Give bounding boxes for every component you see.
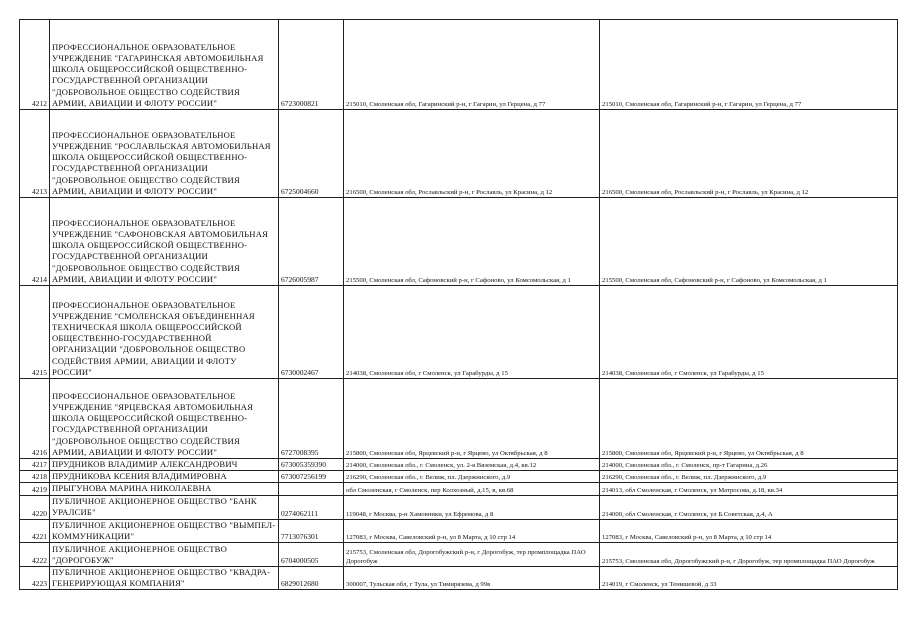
legal-address-cell: 127083, г Москва, Савеловский р-н, ул 8 Марта, д 10 стр 14 <box>344 519 600 542</box>
table-row <box>20 471 898 483</box>
organization-name-cell: ПУБЛИЧНОЕ АКЦИОНЕРНОЕ ОБЩЕСТВО "КВАДРА-ГЕНЕРИРУЮЩАЯ КОМПАНИЯ" <box>50 567 279 590</box>
legal-address-cell: 215010, Смоленская обл, Гагаринский р-н, г Гагарин, ул Герцена, д 77 <box>344 20 600 110</box>
legal-address-cell: 215753, Смоленская обл, Дорогобужский р-н, г Дорогобуж, тер промплощадка ПАО Дорогобуж <box>344 543 600 567</box>
inn-cell <box>279 483 344 495</box>
row-number-cell: 4216 <box>20 379 50 459</box>
legal-address-cell: 214000, Смоленская обл., г. Смоленск, ул. 2-я Вяземская, д.4, кв.12 <box>344 459 600 471</box>
inn-cell: 6723000821 <box>279 20 344 110</box>
table-row <box>20 567 898 590</box>
organization-name-cell: ПРУДНИКОВ ВЛАДИМИР АЛЕКСАНДРОВИЧ <box>50 459 279 471</box>
row-number-cell: 4213 <box>20 110 50 198</box>
legal-address-cell: обл Смоленская, г Смоленск, пер Колхозный, д.15, в, кв.68 <box>344 483 600 495</box>
actual-address-cell: 214019, г Смоленск, ул Тенишевой, д 33 <box>600 567 898 590</box>
actual-address-cell: 215500, Смоленская обл, Сафоновский р-н, г Сафоново, ул Комсомольская, д 1 <box>600 198 898 286</box>
organization-name-cell: ПРЫГУНОВА МАРИНА НИКОЛАЕВНА <box>50 483 279 495</box>
actual-address-cell: 216290, Смоленская обл., г. Велиж, пл. Дзержинского, д.9 <box>600 471 898 483</box>
row-number-cell: 4215 <box>20 286 50 379</box>
actual-address-cell: 215010, Смоленская обл, Гагаринский р-н, г Гагарин, ул Герцена, д 77 <box>600 20 898 110</box>
organization-name-cell: ПУБЛИЧНОЕ АКЦИОНЕРНОЕ ОБЩЕСТВО "БАНК УРАЛСИБ" <box>50 495 279 519</box>
table-row <box>20 198 898 286</box>
organization-name-cell: ПРОФЕССИОНАЛЬНОЕ ОБРАЗОВАТЕЛЬНОЕ УЧРЕЖДЕНИЕ "САФОНОВСКАЯ АВТОМОБИЛЬНАЯ ШКОЛА ОБЩЕРОССИЙСКОЙ ОБЩЕСТВЕННО-ГОСУДАРСТВЕННОЙ ОРГАНИЗАЦИИ "ДОБРОВОЛЬНОЕ ОБЩЕСТВО СОДЕЙСТВИЯ АРМИИ, АВИАЦИИ И ФЛОТУ РОССИИ" <box>50 198 279 286</box>
row-number-cell: 4221 <box>20 519 50 542</box>
table-row <box>20 379 898 459</box>
records-table-body <box>20 20 898 590</box>
organization-name-cell: ПРУДНИКОВА КСЕНИЯ ВЛАДИМИРОВНА <box>50 471 279 483</box>
legal-address-cell: 215800, Смоленская обл, Ярцевский р-н, г Ярцево, ул Октябрьская, д 8 <box>344 379 600 459</box>
row-number-cell: 4214 <box>20 198 50 286</box>
legal-address-cell: 215500, Смоленская обл, Сафоновский р-н, г Сафоново, ул Комсомольская, д 1 <box>344 198 600 286</box>
actual-address-cell: 214013, обл Смоленская, г Смоленск, ул Матросова, д.18, кв.34 <box>600 483 898 495</box>
actual-address-cell: 127083, г Москва, Савеловский р-н, ул 8 Марта, д 10 стр 14 <box>600 519 898 542</box>
inn-cell: 7713076301 <box>279 519 344 542</box>
organization-name-cell: ПУБЛИЧНОЕ АКЦИОНЕРНОЕ ОБЩЕСТВО "ДОРОГОБУЖ" <box>50 543 279 567</box>
actual-address-cell: 216500, Смоленская обл, Рославльский р-н, г Рославль, ул Красина, д 12 <box>600 110 898 198</box>
legal-address-cell: 300007, Тульская обл, г Тула, ул Тимирязева, д 99в <box>344 567 600 590</box>
actual-address-cell: 215800, Смоленская обл, Ярцевский р-н, г Ярцево, ул Октябрьская, д 8 <box>600 379 898 459</box>
row-number-cell: 4223 <box>20 567 50 590</box>
table-row <box>20 483 898 495</box>
row-number-cell: 4218 <box>20 471 50 483</box>
inn-cell: 0274062111 <box>279 495 344 519</box>
inn-cell: 6829012680 <box>279 567 344 590</box>
inn-cell: 673007256199 <box>279 471 344 483</box>
inn-cell: 6704000505 <box>279 543 344 567</box>
legal-address-cell: 214038, Смоленская обл, г Смоленск, ул Гарабурды, д 15 <box>344 286 600 379</box>
inn-cell: 673005359390 <box>279 459 344 471</box>
inn-cell: 6725004660 <box>279 110 344 198</box>
inn-cell: 6727008395 <box>279 379 344 459</box>
table-row <box>20 20 898 110</box>
table-row <box>20 519 898 542</box>
records-table <box>19 19 898 590</box>
legal-address-cell: 216500, Смоленская обл, Рославльский р-н, г Рославль, ул Красина, д 12 <box>344 110 600 198</box>
inn-cell: 6730002467 <box>279 286 344 379</box>
organization-name-cell: ПРОФЕССИОНАЛЬНОЕ ОБРАЗОВАТЕЛЬНОЕ УЧРЕЖДЕНИЕ "ЯРЦЕВСКАЯ АВТОМОБИЛЬНАЯ ШКОЛА ОБЩЕРОССИЙСКОЙ ОБЩЕСТВЕННО-ГОСУДАРСТВЕННОЙ ОРГАНИЗАЦИИ "ДОБРОВОЛЬНОЕ ОБЩЕСТВО СОДЕЙСТВИЯ АРМИИ, АВИАЦИИ И ФЛОТУ РОССИИ" <box>50 379 279 459</box>
legal-address-cell: 119048, г Москва, р-н Хамовники, ул Ефремова, д 8 <box>344 495 600 519</box>
organization-name-cell: ПРОФЕССИОНАЛЬНОЕ ОБРАЗОВАТЕЛЬНОЕ УЧРЕЖДЕНИЕ "СМОЛЕНСКАЯ ОБЪЕДИНЕННАЯ ТЕХНИЧЕСКАЯ ШКОЛА ОБЩЕРОССИЙСКОЙ ОБЩЕСТВЕННО-ГОСУДАРСТВЕННОЙ ОРГАНИЗАЦИИ "ДОБРОВОЛЬНОЕ ОБЩЕСТВО СОДЕЙСТВИЯ АРМИИ, АВИАЦИИ И ФЛОТУ РОССИИ" <box>50 286 279 379</box>
inn-cell: 6726005987 <box>279 198 344 286</box>
table-row <box>20 495 898 519</box>
organization-name-cell: ПУБЛИЧНОЕ АКЦИОНЕРНОЕ ОБЩЕСТВО "ВЫМПЕЛ-КОММУНИКАЦИИ" <box>50 519 279 542</box>
legal-address-cell: 216290, Смоленская обл., г. Велиж, пл. Дзержинского, д.9 <box>344 471 600 483</box>
row-number-cell: 4220 <box>20 495 50 519</box>
table-row <box>20 110 898 198</box>
table-row <box>20 543 898 567</box>
actual-address-cell: 214000, обл Смоленская, г Смоленск, ул Б.Советская, д.4, А <box>600 495 898 519</box>
table-row <box>20 459 898 471</box>
row-number-cell: 4212 <box>20 20 50 110</box>
organization-name-cell: ПРОФЕССИОНАЛЬНОЕ ОБРАЗОВАТЕЛЬНОЕ УЧРЕЖДЕНИЕ "ГАГАРИНСКАЯ АВТОМОБИЛЬНАЯ ШКОЛА ОБЩЕРОССИЙСКОЙ ОБЩЕСТВЕННО-ГОСУДАРСТВЕННОЙ ОРГАНИЗАЦИИ "ДОБРОВОЛЬНОЕ ОБЩЕСТВО СОДЕЙСТВИЯ АРМИИ, АВИАЦИИ И ФЛОТУ РОССИИ" <box>50 20 279 110</box>
row-number-cell: 4219 <box>20 483 50 495</box>
actual-address-cell: 215753, Смоленская обл, Дорогобужский р-н, г Дорогобуж, тер промплощадка ПАО Дорогобуж <box>600 543 898 567</box>
organization-name-cell: ПРОФЕССИОНАЛЬНОЕ ОБРАЗОВАТЕЛЬНОЕ УЧРЕЖДЕНИЕ "РОСЛАВЛЬСКАЯ АВТОМОБИЛЬНАЯ ШКОЛА ОБЩЕРОССИЙСКОЙ ОБЩЕСТВЕННО-ГОСУДАРСТВЕННОЙ ОРГАНИЗАЦИИ "ДОБРОВОЛЬНОЕ ОБЩЕСТВО СОДЕЙСТВИЯ АРМИИ, АВИАЦИИ И ФЛОТУ РОССИИ" <box>50 110 279 198</box>
table-row <box>20 286 898 379</box>
row-number-cell: 4222 <box>20 543 50 567</box>
actual-address-cell: 214038, Смоленская обл, г Смоленск, ул Гарабурды, д 15 <box>600 286 898 379</box>
actual-address-cell: 214000, Смоленская обл., г. Смоленск, пр-т Гагарина, д.26 <box>600 459 898 471</box>
row-number-cell: 4217 <box>20 459 50 471</box>
